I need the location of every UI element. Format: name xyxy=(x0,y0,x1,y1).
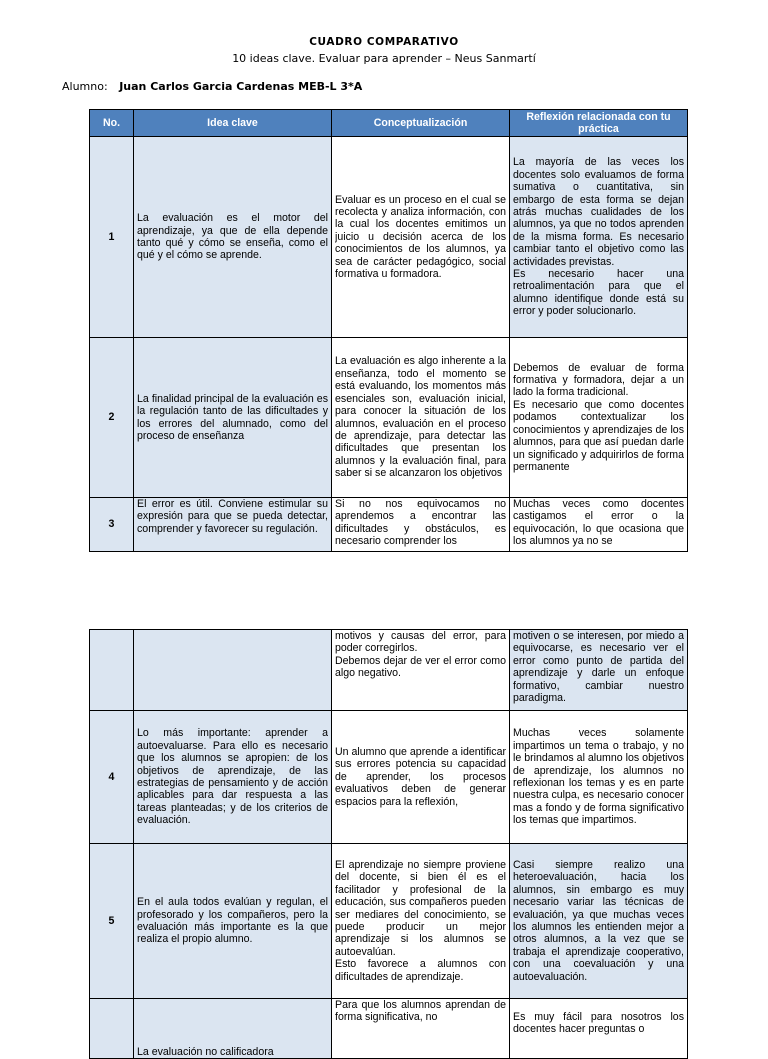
row-number xyxy=(90,999,134,1059)
reflection-cell xyxy=(510,711,688,844)
row-number xyxy=(90,630,134,711)
idea-text: El error es útil. Conviene estimular su expresión para que se pueda detectar, comprender y favorecer su regulación. xyxy=(137,498,328,535)
concept-cell xyxy=(332,844,510,999)
row-number: 1 xyxy=(90,137,134,338)
idea-cell xyxy=(134,338,332,498)
idea-text: En el aula todos evalúan y regulan, el profesorado y los compañeros, pero la evaluación más importante es la que realiza el propio alumno. xyxy=(137,896,328,946)
concept-cell xyxy=(332,338,510,498)
concept-text: Para que los alumnos aprendan de forma significativa, no xyxy=(335,999,506,1024)
concept-cell xyxy=(332,137,510,338)
table-row xyxy=(90,999,688,1059)
idea-cell xyxy=(134,844,332,999)
concept-text: motivos y causas del error, para poder corregirlos. Debemos dejar de ver el error como algo negativo. xyxy=(335,630,506,680)
column-header-no: No. xyxy=(90,110,134,137)
concept-text: Si no nos equivocamos no aprendemos a encontrar las dificultades y obstáculos, es necesario comprender los xyxy=(335,498,506,548)
comparison-table-page-1 xyxy=(89,109,688,552)
column-header-concept: Conceptualización xyxy=(332,110,510,137)
idea-text: La evaluación no calificadora xyxy=(137,1046,274,1058)
reflection-cell xyxy=(510,844,688,999)
reflection-cell xyxy=(510,630,688,711)
reflection-text: Debemos de evaluar de forma formativa y formadora, dejar a un lado la forma tradicional. Es necesario que como docentes podamos contextualizar los conocimientos y aprendizajes de los alumnos, para que así puedan darle un significado y adquirirlos de forma permanente xyxy=(513,361,684,473)
student-label: Alumno: xyxy=(62,80,108,93)
row-number: 2 xyxy=(90,338,134,498)
table-row xyxy=(90,711,688,844)
concept-cell xyxy=(332,999,510,1059)
idea-text: Lo más importante: aprender a autoevaluarse. Para ello es necesario que los alumnos se apropien: de los objetivos de aprendizaje, de las estrategias de pensamiento y de acción aplicables para dar respuesta a las tareas planteadas; y de los criterios de evaluación. xyxy=(137,727,328,827)
idea-cell xyxy=(134,999,332,1059)
student-name: Juan Carlos Garcia Cardenas MEB-L 3*A xyxy=(119,80,363,93)
table-row xyxy=(90,498,688,552)
table-row xyxy=(90,338,688,498)
table-row xyxy=(90,630,688,711)
idea-cell xyxy=(134,137,332,338)
concept-text: El aprendizaje no siempre proviene del docente, si bien él es el facilitador y profesional de la educación, sus compañeros pueden ser mediares del conocimiento, se puede producir un mejor aprendizaje si los alumnos se autoevalúan. Esto favorece a alumnos con dificultades de aprendizaje. xyxy=(335,858,506,983)
reflection-text: La mayoría de las veces los docentes solo evaluamos de forma sumativa o cuantitativa, sin embargo de esta forma se dejan atrás muchas cualidades de los alumnos, ya que no todos aprenden de la misma forma. Es necesario cambiar tanto el objetivo como las actividades previstas. Es necesario hacer una retroalimentación para que el alumno identifique donde está su error y poder solucionarlo. xyxy=(513,156,684,318)
row-number: 3 xyxy=(90,498,134,552)
reflection-cell xyxy=(510,338,688,498)
idea-cell xyxy=(134,630,332,711)
reflection-text: Muchas veces solamente impartimos un tema o trabajo, y no le brindamos al alumno los objetivos de aprendizaje, los alumnos no reflexionan los temas y es en parte nuestra culpa, es necesario conocer mas a fondo y de forma significativo los temas que impartimos. xyxy=(513,727,684,827)
concept-cell xyxy=(332,498,510,552)
table-row xyxy=(90,137,688,338)
page-subtitle: 10 ideas clave. Evaluar para aprender – Neus Sanmartí xyxy=(232,52,536,65)
reflection-cell xyxy=(510,137,688,338)
reflection-cell xyxy=(510,999,688,1059)
concept-text: Evaluar es un proceso en el cual se recolecta y analiza información, con la cual los docentes emitimos un juicio u decisión acerca de los conocimientos de los alumnos, ya sea de carácter pedagógico, social formativa u formadora. xyxy=(335,193,506,281)
concept-cell xyxy=(332,630,510,711)
row-number: 4 xyxy=(90,711,134,844)
idea-text: La evaluación es el motor del aprendizaje, ya que de ella depende tanto qué y cómo se enseña, como el qué y el cómo se aprende. xyxy=(137,212,328,262)
column-header-idea: Idea clave xyxy=(134,110,332,137)
column-header-reflection: Reflexión relacionada con tu práctica xyxy=(510,110,688,137)
table-header-row xyxy=(90,110,688,137)
comparison-table-page-2 xyxy=(89,629,688,1059)
reflection-text: Muchas veces como docentes castigamos el error o la equivocación, lo que ocasiona que los alumnos ya no se xyxy=(513,498,684,548)
idea-cell xyxy=(134,711,332,844)
idea-cell xyxy=(134,498,332,552)
reflection-text: motiven o se interesen, por miedo a equivocarse, es necesario ver el error como punto de partida del aprendizaje y darle un enfoque formativo, cambiar nuestro paradigma. xyxy=(513,630,684,705)
table-row xyxy=(90,844,688,999)
concept-cell xyxy=(332,711,510,844)
reflection-text: Casi siempre realizo una heteroevaluación, hacia los alumnos, sin embargo es muy necesario variar las técnicas de evaluación, ya que muchas veces los alumnos les entienden mejor a otros alumnos, a la vez que se trabaja el aprendizaje cooperativo, con una coevaluación y una autoevaluación. xyxy=(513,858,684,983)
concept-text: Un alumno que aprende a identificar sus errores potencia su capacidad de aprender, los procesos evaluativos deben de generar espacios para la reflexión, xyxy=(335,745,506,808)
idea-text: La finalidad principal de la evaluación es la regulación tanto de las dificultades y los errores del alumnado, como del proceso de enseñanza xyxy=(137,392,328,442)
concept-text: La evaluación es algo inherente a la enseñanza, todo el momento se está evaluando, los momentos más esenciales son, evaluación inicial, para conocer la situación de los alumnos, evaluación en el proceso de aprendizaje, para detectar las dificultades que presentan los alumnos y la evaluación final, para saber si se alcanzaron los objetivos xyxy=(335,355,506,480)
student-line xyxy=(62,80,362,93)
reflection-cell xyxy=(510,498,688,552)
page-title: CUADRO COMPARATIVO xyxy=(309,36,459,48)
reflection-text: Es muy fácil para nosotros los docentes hacer preguntas o xyxy=(513,1011,684,1036)
row-number: 5 xyxy=(90,844,134,999)
